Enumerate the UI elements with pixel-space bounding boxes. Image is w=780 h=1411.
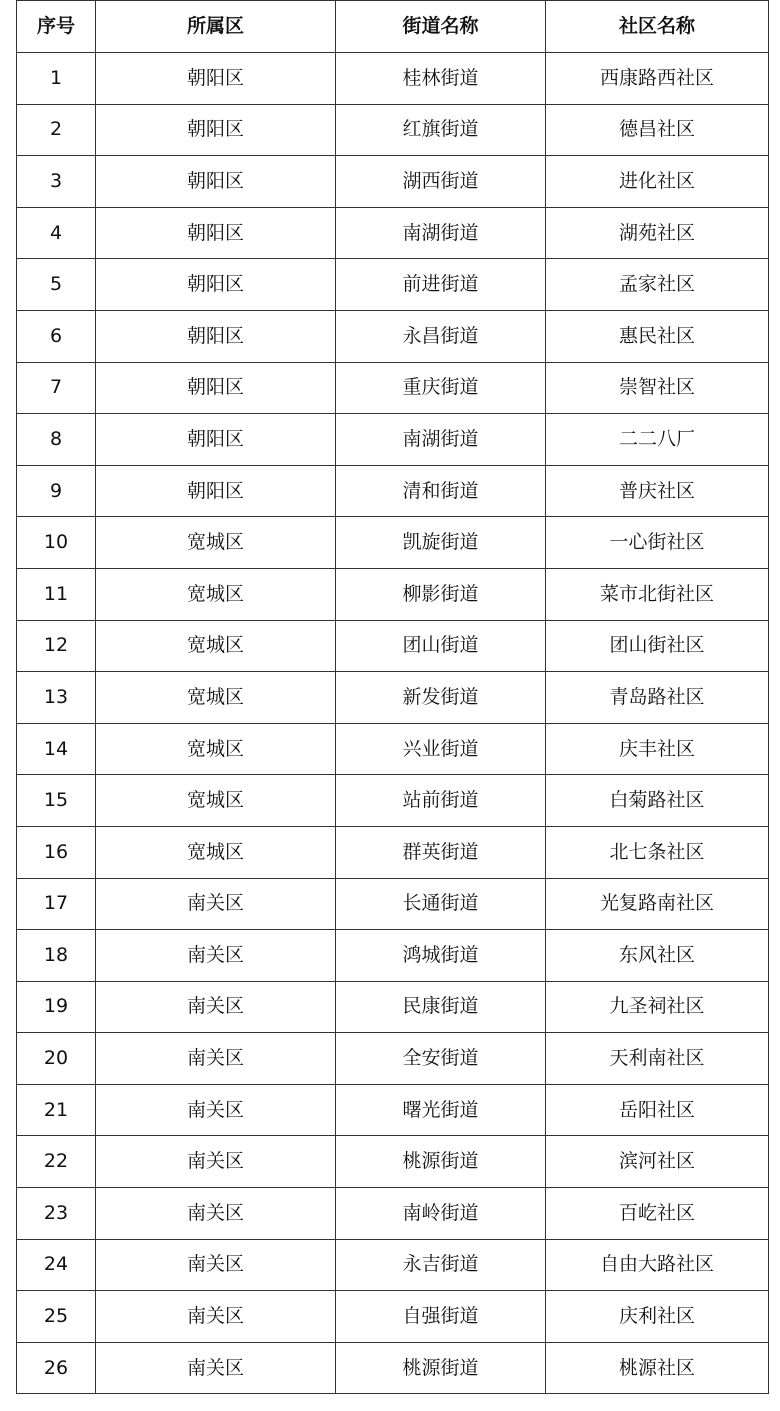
table-row (17, 1136, 769, 1188)
header-row (17, 1, 769, 53)
table-row (17, 930, 769, 982)
table-row (17, 1188, 769, 1240)
cell-district: 南关区 (96, 1136, 336, 1188)
header-street: 街道名称 (336, 1, 546, 53)
cell-street: 南湖街道 (336, 207, 546, 259)
cell-street: 曙光街道 (336, 1084, 546, 1136)
table-row (17, 620, 769, 672)
cell-street: 自强街道 (336, 1291, 546, 1343)
cell-district: 南关区 (96, 1188, 336, 1240)
cell-community: 东风社区 (546, 930, 769, 982)
cell-street: 新发街道 (336, 672, 546, 724)
cell-index: 10 (17, 517, 96, 569)
cell-street: 凯旋街道 (336, 517, 546, 569)
table-body (17, 53, 769, 1394)
cell-district: 朝阳区 (96, 310, 336, 362)
cell-district: 朝阳区 (96, 465, 336, 517)
cell-street: 湖西街道 (336, 156, 546, 208)
cell-street: 柳影街道 (336, 568, 546, 620)
cell-index: 24 (17, 1239, 96, 1291)
cell-community: 西康路西社区 (546, 53, 769, 105)
cell-index: 22 (17, 1136, 96, 1188)
table-row (17, 775, 769, 827)
table-row (17, 1291, 769, 1343)
cell-district: 宽城区 (96, 826, 336, 878)
cell-community: 团山街社区 (546, 620, 769, 672)
cell-community: 普庆社区 (546, 465, 769, 517)
cell-district: 宽城区 (96, 672, 336, 724)
cell-index: 9 (17, 465, 96, 517)
community-table (16, 0, 769, 1394)
cell-community: 白菊路社区 (546, 775, 769, 827)
cell-street: 长通街道 (336, 878, 546, 930)
cell-index: 2 (17, 104, 96, 156)
cell-index: 5 (17, 259, 96, 311)
cell-index: 11 (17, 568, 96, 620)
cell-street: 桂林街道 (336, 53, 546, 105)
table-row (17, 414, 769, 466)
cell-index: 18 (17, 930, 96, 982)
cell-street: 重庆街道 (336, 362, 546, 414)
table-row (17, 1084, 769, 1136)
cell-district: 南关区 (96, 930, 336, 982)
cell-community: 湖苑社区 (546, 207, 769, 259)
cell-community: 九圣祠社区 (546, 981, 769, 1033)
table-row (17, 672, 769, 724)
cell-district: 南关区 (96, 878, 336, 930)
cell-community: 崇智社区 (546, 362, 769, 414)
cell-community: 天利南社区 (546, 1033, 769, 1085)
cell-community: 滨河社区 (546, 1136, 769, 1188)
cell-district: 南关区 (96, 981, 336, 1033)
header-index: 序号 (17, 1, 96, 53)
cell-street: 兴业街道 (336, 723, 546, 775)
cell-index: 16 (17, 826, 96, 878)
cell-index: 19 (17, 981, 96, 1033)
cell-district: 宽城区 (96, 775, 336, 827)
cell-index: 13 (17, 672, 96, 724)
cell-street: 团山街道 (336, 620, 546, 672)
cell-index: 15 (17, 775, 96, 827)
cell-district: 朝阳区 (96, 414, 336, 466)
table-header (17, 1, 769, 53)
table-row (17, 310, 769, 362)
table-row (17, 104, 769, 156)
cell-index: 26 (17, 1342, 96, 1394)
cell-community: 桃源社区 (546, 1342, 769, 1394)
cell-district: 宽城区 (96, 517, 336, 569)
cell-street: 桃源街道 (336, 1342, 546, 1394)
table-row (17, 517, 769, 569)
cell-community: 德昌社区 (546, 104, 769, 156)
cell-street: 民康街道 (336, 981, 546, 1033)
cell-street: 站前街道 (336, 775, 546, 827)
cell-street: 桃源街道 (336, 1136, 546, 1188)
cell-district: 南关区 (96, 1342, 336, 1394)
cell-community: 惠民社区 (546, 310, 769, 362)
cell-community: 二二八厂 (546, 414, 769, 466)
cell-community: 北七条社区 (546, 826, 769, 878)
cell-community: 青岛路社区 (546, 672, 769, 724)
cell-community: 庆丰社区 (546, 723, 769, 775)
cell-community: 自由大路社区 (546, 1239, 769, 1291)
cell-district: 南关区 (96, 1033, 336, 1085)
cell-index: 4 (17, 207, 96, 259)
cell-district: 南关区 (96, 1291, 336, 1343)
cell-street: 南湖街道 (336, 414, 546, 466)
cell-district: 朝阳区 (96, 259, 336, 311)
table-row (17, 826, 769, 878)
cell-district: 宽城区 (96, 723, 336, 775)
cell-district: 宽城区 (96, 568, 336, 620)
table-row (17, 53, 769, 105)
cell-index: 23 (17, 1188, 96, 1240)
table-row (17, 981, 769, 1033)
table-row (17, 878, 769, 930)
cell-street: 红旗街道 (336, 104, 546, 156)
cell-community: 光复路南社区 (546, 878, 769, 930)
cell-index: 25 (17, 1291, 96, 1343)
cell-index: 17 (17, 878, 96, 930)
table-row (17, 1033, 769, 1085)
cell-street: 群英街道 (336, 826, 546, 878)
table-row (17, 568, 769, 620)
table-row (17, 207, 769, 259)
cell-district: 朝阳区 (96, 207, 336, 259)
cell-street: 南岭街道 (336, 1188, 546, 1240)
cell-index: 6 (17, 310, 96, 362)
cell-street: 全安街道 (336, 1033, 546, 1085)
table-row (17, 1239, 769, 1291)
cell-index: 8 (17, 414, 96, 466)
cell-community: 进化社区 (546, 156, 769, 208)
cell-district: 朝阳区 (96, 53, 336, 105)
header-community: 社区名称 (546, 1, 769, 53)
cell-index: 3 (17, 156, 96, 208)
cell-street: 清和街道 (336, 465, 546, 517)
cell-community: 菜市北街社区 (546, 568, 769, 620)
header-district: 所属区 (96, 1, 336, 53)
table-row (17, 362, 769, 414)
cell-district: 朝阳区 (96, 156, 336, 208)
cell-community: 岳阳社区 (546, 1084, 769, 1136)
cell-street: 鸿城街道 (336, 930, 546, 982)
cell-index: 12 (17, 620, 96, 672)
cell-index: 7 (17, 362, 96, 414)
table-row (17, 723, 769, 775)
cell-district: 朝阳区 (96, 104, 336, 156)
cell-index: 21 (17, 1084, 96, 1136)
cell-district: 南关区 (96, 1084, 336, 1136)
table-row (17, 156, 769, 208)
cell-index: 20 (17, 1033, 96, 1085)
cell-community: 庆利社区 (546, 1291, 769, 1343)
cell-index: 1 (17, 53, 96, 105)
table-row (17, 465, 769, 517)
cell-district: 朝阳区 (96, 362, 336, 414)
cell-street: 前进街道 (336, 259, 546, 311)
cell-community: 孟家社区 (546, 259, 769, 311)
cell-street: 永吉街道 (336, 1239, 546, 1291)
cell-district: 宽城区 (96, 620, 336, 672)
table-row (17, 1342, 769, 1394)
cell-index: 14 (17, 723, 96, 775)
table-row (17, 259, 769, 311)
cell-district: 南关区 (96, 1239, 336, 1291)
cell-community: 百屹社区 (546, 1188, 769, 1240)
cell-street: 永昌街道 (336, 310, 546, 362)
cell-community: 一心街社区 (546, 517, 769, 569)
